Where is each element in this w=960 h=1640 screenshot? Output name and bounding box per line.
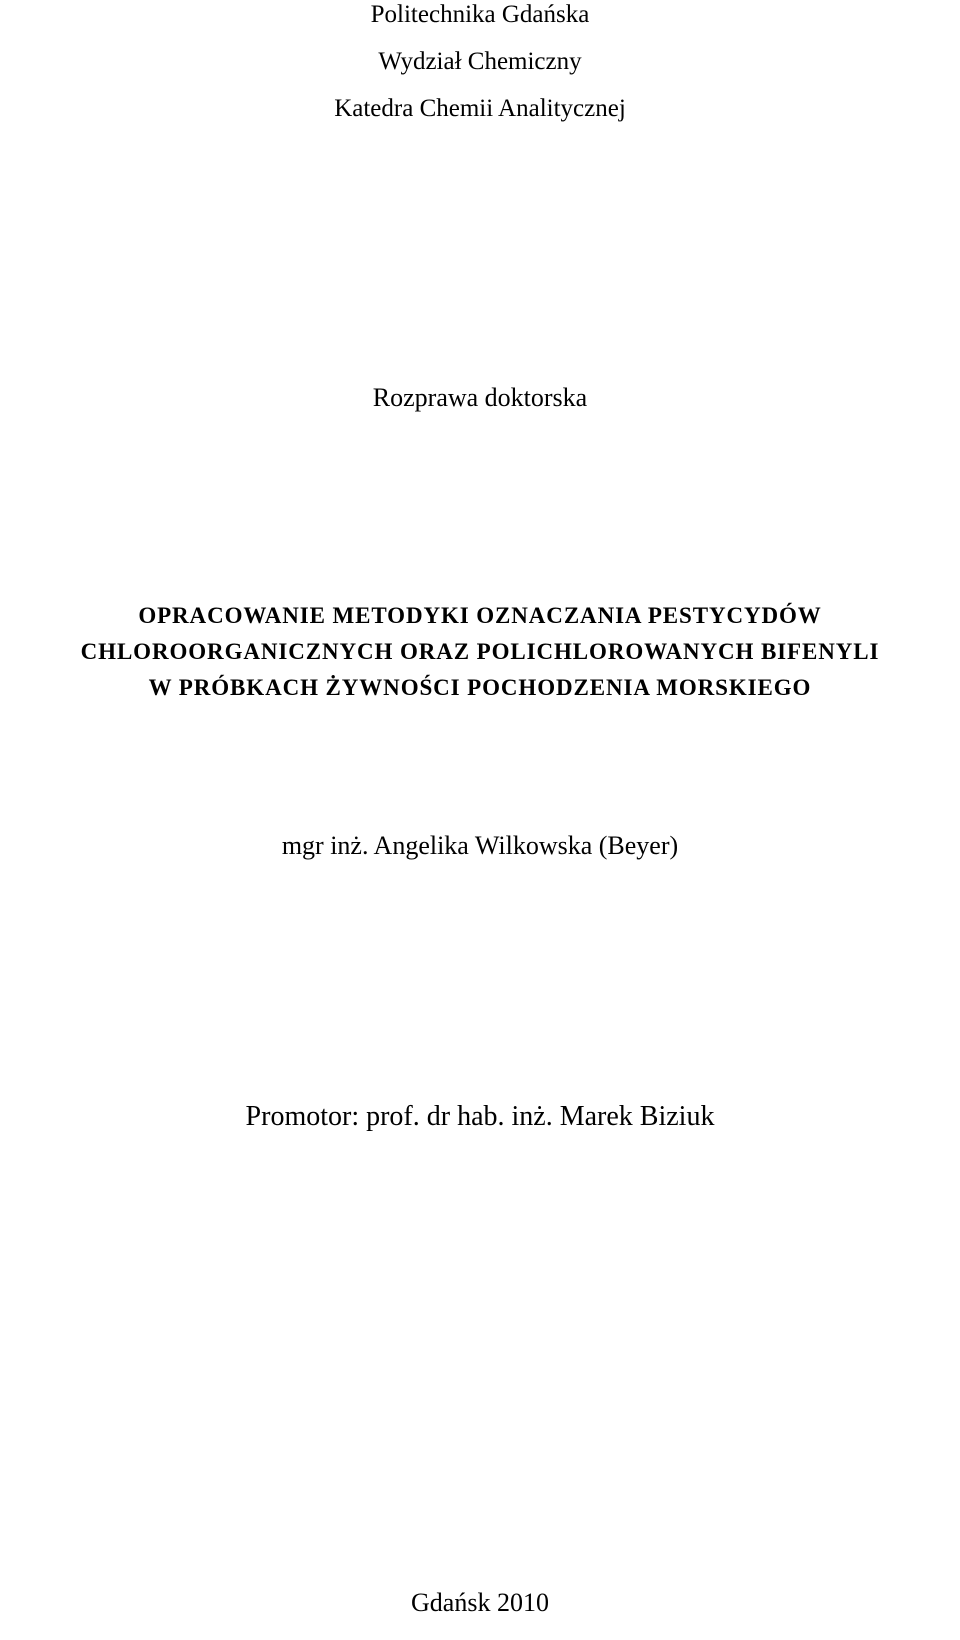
author-name: mgr inż. Angelika Wilkowska (Beyer) <box>281 831 679 860</box>
university-name: Politechnika Gdańska <box>370 1 590 28</box>
department-name: Katedra Chemii Analitycznej <box>334 95 626 122</box>
thesis-title-line-1: OPRACOWANIE METODYKI OZNACZANIA PESTYCYDÓW <box>138 603 822 628</box>
faculty-name: Wydział Chemiczny <box>378 48 582 75</box>
thesis-title-line-2: CHLOROORGANICZNYCH ORAZ POLICHLOROWANYCH BIFENYLI <box>80 639 880 664</box>
thesis-title-line-3: W PRÓBKACH ŻYWNOŚCI POCHODZENIA MORSKIEGO <box>148 675 812 700</box>
place-year: Gdańsk 2010 <box>411 1588 549 1617</box>
document-type: Rozprawa doktorska <box>372 383 588 412</box>
supervisor: Promotor: prof. dr hab. inż. Marek Biziuk <box>245 1101 715 1132</box>
